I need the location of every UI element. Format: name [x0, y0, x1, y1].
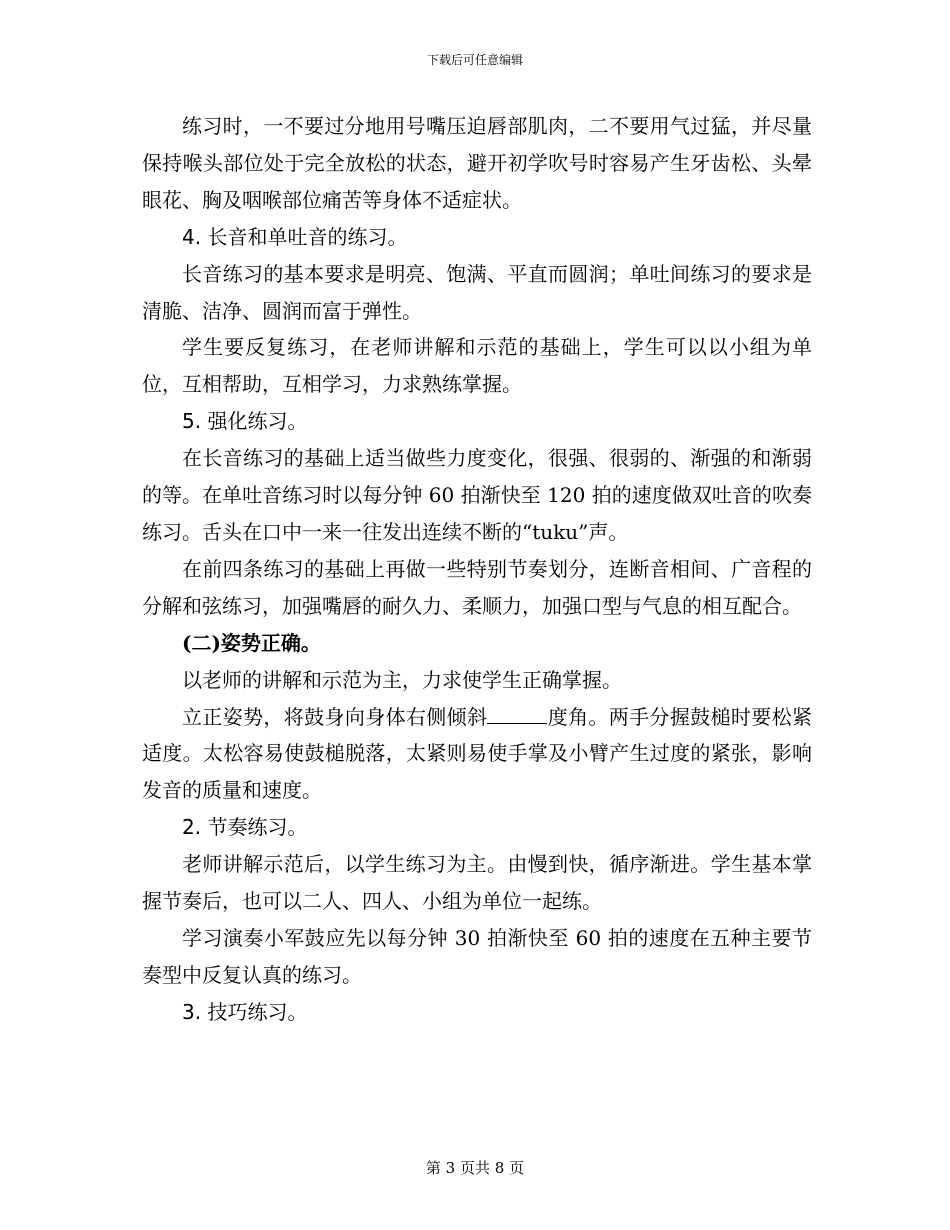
- angle-blank: [487, 705, 547, 724]
- paragraph-long-tone-requirements: 长音练习的基本要求是明亮、饱满、平直而圆润；单吐间练习的要求是清脆、洁净、圆润而富于弹性。: [142, 261, 812, 323]
- heading-intensive-practice: 5. 强化练习。: [182, 409, 308, 434]
- heading-rhythm-practice: 2. 节奏练习。: [182, 815, 308, 840]
- paragraph-dynamics-practice: 在长音练习的基础上适当做些力度变化，很强、很弱的、渐强的和渐弱的等。在单吐音练习时以每分钟 60 拍渐快至 120 拍的速度做双吐音的吹奏练习。舌头在口中一来一往发出连续不断的“tuku”声。: [142, 446, 812, 544]
- stance-text-before-blank: 立正姿势，将鼓身向身体右侧倾斜: [182, 704, 488, 729]
- paragraph-stance: [142, 699, 812, 810]
- page-number-footer: 第 3 页共 8 页: [425, 1159, 525, 1177]
- paragraph-teacher-demo: 以老师的讲解和示范为主，力求使学生正确掌握。: [182, 667, 622, 692]
- paragraph-snare-drum-tempo: 学习演奏小军鼓应先以每分钟 30 拍渐快至 60 拍的速度在五种主要节奏型中反复认真的练习。: [142, 925, 812, 987]
- document-body: [142, 108, 812, 1031]
- paragraph-rhythm-division: 在前四条练习的基础上再做一些特别节奏划分，连断音相间、广音程的分解和弦练习，加强嘴唇的耐久力、柔顺力，加强口型与气息的相互配合。: [142, 556, 812, 618]
- paragraph-practice-notes: 练习时，一不要过分地用号嘴压迫唇部肌肉，二不要用气过猛，并尽量保持喉头部位处于完全放松的状态，避开初学吹号时容易产生牙齿松、头晕眼花、胸及咽喉部位痛苦等身体不适症状。: [142, 114, 812, 212]
- heading-long-tone-practice: 4. 长音和单吐音的练习。: [182, 224, 408, 249]
- section-heading-posture: (二)姿势正确。: [182, 630, 321, 655]
- heading-technique-practice: 3. 技巧练习。: [182, 999, 308, 1024]
- paragraph-rhythm-method: 老师讲解示范后，以学生练习为主。由慢到快，循序渐进。学生基本掌握节奏后，也可以二人、四人、小组为单位一起练。: [142, 852, 812, 914]
- stance-text-after-blank: 度角。两手分握鼓槌时要松紧适度。太松容易使鼓槌脱落，太紧则易使手掌及小臂产生过度的紧张，影响发音的质量和速度。: [142, 704, 813, 803]
- page-header: 下载后可任意编辑: [426, 53, 523, 67]
- paragraph-group-practice: 学生要反复练习，在老师讲解和示范的基础上，学生可以以小组为单位，互相帮助，互相学习，力求熟练掌握。: [142, 335, 812, 397]
